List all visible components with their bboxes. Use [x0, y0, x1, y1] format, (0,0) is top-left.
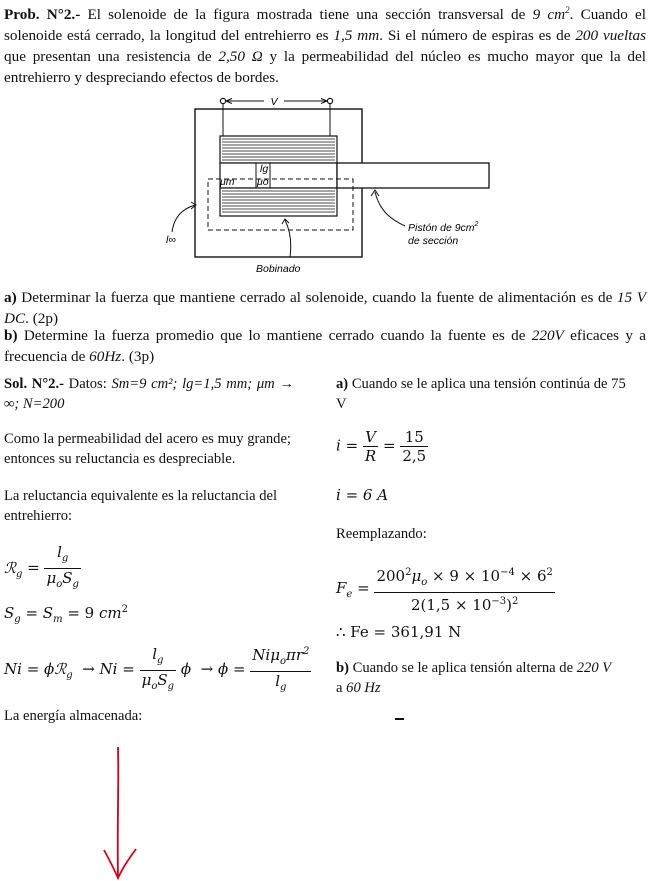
arrow-piston — [375, 192, 405, 226]
solution-p1: Como la permeabilidad del acero es muy grande; entonces su reluctancia es despreciable. — [4, 431, 291, 467]
problem-title: Prob. N°2.- — [4, 6, 81, 24]
eq-reluctance: ℛ$_g$ = $\frac{l_g}{\mu_oS_g}$ — [4, 543, 79, 590]
red-arrow-head — [104, 849, 136, 878]
problem-text-4: que presentan una resistencia de — [4, 48, 219, 66]
solution-b-value: 220 V — [576, 660, 612, 676]
solution-p2: La reluctancia equivalente es la reluctancia del entrehierro: — [4, 488, 278, 524]
problem-text-2: . Cuando el solenoide está cerrado, la longitud del entrehierro es — [4, 6, 646, 45]
label-mu-m: μm — [220, 176, 235, 188]
solution-a — [336, 374, 636, 414]
terminal-left — [220, 98, 225, 103]
red-arrow — [100, 745, 140, 881]
question-b-label: b) — [4, 327, 18, 344]
question-b — [4, 325, 646, 367]
solution-reemplazando: Reemplazando: — [336, 526, 427, 542]
label-piston-2: de sección — [408, 235, 459, 247]
question-b-freq: 60Hz — [89, 348, 122, 365]
problem-statement — [4, 0, 646, 88]
solenoid-figure — [160, 92, 500, 278]
eq-mmf: Ni = ϕℛ$_g$ → Ni = $\frac{l_g}{\mu_oS_g}$ ϕ → ϕ = $\frac{Ni\mu_o\pi r^2}{l_g}$ — [4, 644, 310, 693]
solution-title: Sol. N°2.- — [4, 376, 64, 392]
label-v: V — [270, 96, 278, 108]
question-b-end: . (3p) — [121, 348, 155, 365]
problem-gap: 1,5 mm — [333, 27, 380, 45]
problem-area-exp: 2 — [565, 5, 570, 15]
problem-turns: 200 vueltas — [575, 27, 646, 45]
problem-text-3: . Si el número de espiras es de — [379, 27, 576, 45]
question-b-value: 220V — [531, 327, 564, 344]
question-a-value: 15 V DC — [4, 289, 646, 327]
problem-area: 9 cm — [532, 6, 566, 24]
problem-text-5: y la permeabilidad del núcleo es mucho mayor que la del entrehierro y despreciando efectos de bordes. — [4, 48, 646, 87]
question-b-text2: eficaces y a frecuencia de — [4, 327, 646, 365]
eq-current-result: i = 6 A — [336, 486, 389, 504]
question-a-text: Determinar la fuerza que mantiene cerrado al solenoide, cuando la fuente de alimentación es de — [16, 289, 617, 306]
solution-datos: Sm=9 cm²; lg=1,5 mm; μm → ∞; N=200 — [4, 376, 294, 412]
eq-force: $F_e$ = $\frac{200^2\mu_o \times 9 \times 10^{-4} \times 6^2}{2(1,5 \times 10^{-3})^2}$ — [336, 564, 555, 614]
central-core — [220, 163, 337, 188]
question-b-text: Determine la fuerza promedio que lo mantiene cerrado cuando la fuente es de — [17, 327, 532, 344]
red-arrow-shaft — [118, 747, 119, 877]
solution-header — [4, 374, 294, 414]
piston — [337, 163, 489, 188]
solution-b-freq: 60 Hz — [346, 680, 381, 696]
question-a-end: . (2p) — [25, 310, 59, 327]
upper-coil — [220, 136, 337, 163]
label-mu-o: μo — [257, 176, 269, 188]
question-a-label: a) — [4, 289, 17, 306]
solution-datos-label: Datos: — [63, 376, 112, 392]
arrow-bobinado — [285, 220, 291, 257]
label-bobinado: Bobinado — [256, 263, 301, 275]
problem-text-1: El solenoide de la figura mostrada tiene una sección transversal de — [80, 6, 533, 24]
eq-area: $S_g = S_m = 9$ $cm^2$ — [4, 604, 128, 625]
terminal-right — [327, 98, 332, 103]
solution-b-text-1: Cuando se le aplica tensión alterna de — [348, 660, 577, 676]
question-a — [4, 287, 646, 329]
solution-a-text: Cuando se le aplica una tensión continúa de 75 V — [336, 376, 626, 412]
solution-a-label: a) — [336, 376, 349, 392]
label-lg: lg — [260, 163, 269, 175]
solution-p3: La energía almacenada: — [4, 708, 143, 724]
eq-force-result: ∴ Fe = 361,91 N — [336, 623, 462, 641]
solution-b — [336, 658, 636, 698]
problem-resistance: 2,50 Ω — [218, 48, 263, 66]
eq-current: i = $\frac{V}{R}$ = $\frac{15}{2,5}$ — [336, 428, 427, 465]
solution-b-label: b) — [336, 660, 349, 676]
label-l-inf: l∞ — [166, 234, 176, 246]
stray-mark — [395, 718, 404, 720]
label-piston-1: Pistón de $9cm^2$ — [408, 221, 479, 234]
solution-b-text-2: a — [336, 680, 347, 696]
